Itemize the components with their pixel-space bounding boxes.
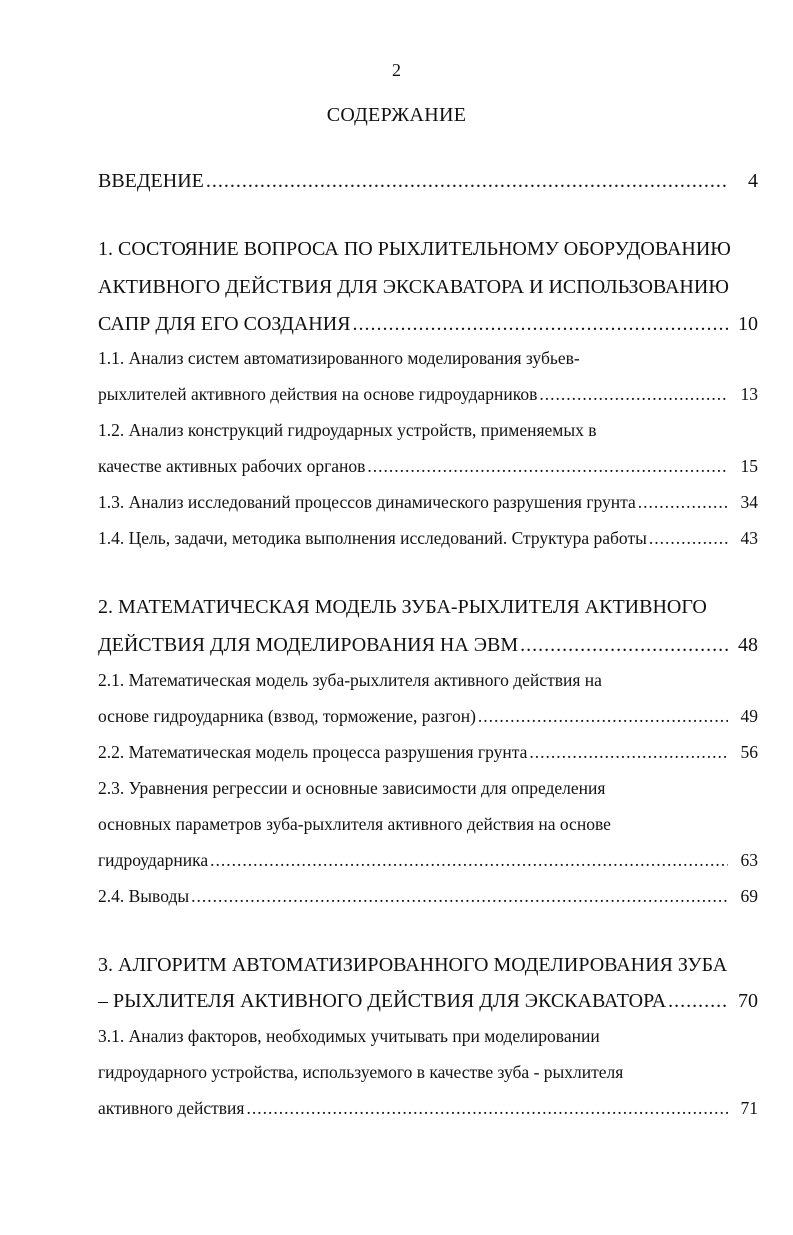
toc-section-2-3-line-2[interactable]	[98, 814, 758, 840]
toc-section-2-3-line-1[interactable]	[98, 778, 758, 804]
toc-page-number: 69	[740, 886, 758, 906]
toc-entry-text: 2.3. Уравнения регрессии и основные зависимости для определения	[98, 778, 606, 798]
toc-entry-text: ВВЕДЕНИЕ	[98, 170, 204, 192]
toc-entry-text: – РЫХЛИТЕЛЯ АКТИВНОГО ДЕЙСТВИЯ ДЛЯ ЭКСКАВАТОРА	[98, 990, 667, 1012]
toc-entry-text: рыхлителей активного действия на основе гидроударников	[98, 384, 538, 404]
toc-page-number: 71	[740, 1098, 758, 1118]
toc-section-1-2-line-1[interactable]	[98, 420, 758, 446]
dot-leader	[649, 528, 728, 549]
dot-leader	[206, 170, 728, 193]
toc-entry-text: 3. АЛГОРИТМ АВТОМАТИЗИРОВАННОГО МОДЕЛИРОВАНИЯ ЗУБА	[98, 954, 728, 976]
toc-chapter-1-line-1[interactable]	[98, 238, 758, 264]
toc-entry-text: 2.1. Математическая модель зуба-рыхлителя активного действия на	[98, 670, 602, 690]
toc-section-3-1-line-1[interactable]	[98, 1026, 758, 1052]
dot-leader	[539, 384, 728, 405]
dot-leader	[191, 886, 728, 907]
toc-section-2-1-line-2[interactable]	[98, 706, 758, 732]
toc-entry-text: 1.3. Анализ исследований процессов динамического разрушения грунта	[98, 492, 636, 512]
toc-page-number: 10	[738, 313, 758, 335]
toc-section-2-1-line-1[interactable]	[98, 670, 758, 696]
toc-chapter-1-line-3[interactable]	[98, 313, 758, 339]
toc-section-2-4[interactable]	[98, 886, 758, 912]
toc-section-3-1-line-2[interactable]	[98, 1062, 758, 1088]
toc-section-1-1-line-1[interactable]	[98, 348, 758, 374]
dot-leader	[638, 492, 728, 513]
toc-chapter-1-line-2[interactable]	[98, 276, 758, 302]
dot-leader	[478, 706, 728, 727]
toc-chapter-2-line-1[interactable]	[98, 596, 758, 622]
toc-entry-text: гидроударного устройства, используемого в качестве зуба - рыхлителя	[98, 1062, 624, 1082]
toc-page-number: 56	[740, 742, 758, 762]
toc-entry-text: АКТИВНОГО ДЕЙСТВИЯ ДЛЯ ЭКСКАВАТОРА И ИСПОЛЬЗОВАНИЮ	[98, 276, 729, 298]
toc-entry-text: активного действия	[98, 1098, 245, 1118]
toc-entry-text: 1. СОСТОЯНИЕ ВОПРОСА ПО РЫХЛИТЕЛЬНОМУ ОБОРУДОВАНИЮ	[98, 238, 731, 260]
toc-page-number: 70	[738, 990, 758, 1012]
toc-entry-text: 3.1. Анализ факторов, необходимых учитывать при моделировании	[98, 1026, 600, 1046]
dot-leader	[529, 742, 728, 763]
toc-section-1-4[interactable]	[98, 528, 758, 554]
dot-leader	[520, 634, 728, 657]
toc-section-1-2-line-2[interactable]	[98, 456, 758, 482]
toc-section-2-3-line-3[interactable]	[98, 850, 758, 876]
toc-page-number: 43	[740, 528, 758, 548]
dot-leader	[668, 990, 728, 1013]
toc-entry-text: основе гидроударника (взвод, торможение, разгон)	[98, 706, 476, 726]
dot-leader	[210, 850, 728, 871]
toc-section-1-3[interactable]	[98, 492, 758, 518]
toc-page-number: 13	[740, 384, 758, 404]
dot-leader	[367, 456, 728, 477]
toc-entry-text: 2.2. Математическая модель процесса разрушения грунта	[98, 742, 528, 762]
toc-chapter-3-line-1[interactable]	[98, 954, 758, 980]
toc-section-1-1-line-2[interactable]	[98, 384, 758, 410]
toc-page-number: 34	[740, 492, 758, 512]
toc-chapter-3-line-2[interactable]	[98, 990, 758, 1016]
toc-entry-text: 2. МАТЕМАТИЧЕСКАЯ МОДЕЛЬ ЗУБА-РЫХЛИТЕЛЯ АКТИВНОГО	[98, 596, 707, 618]
toc-chapter-2-line-2[interactable]	[98, 634, 758, 660]
toc-entry-text: основных параметров зуба-рыхлителя активного действия на основе	[98, 814, 611, 834]
toc-page-number: 49	[740, 706, 758, 726]
toc-section-2-2[interactable]	[98, 742, 758, 768]
toc-section-3-1-line-3[interactable]	[98, 1098, 758, 1124]
page-number: 2	[392, 60, 401, 80]
dot-leader	[246, 1098, 728, 1119]
toc-entry-text: гидроударника	[98, 850, 209, 870]
toc-page-number: 4	[748, 170, 758, 192]
toc-entry-text: 1.1. Анализ систем автоматизированного моделирования зубьев-	[98, 348, 580, 368]
toc-page-number: 63	[740, 850, 758, 870]
toc-page-number: 15	[740, 456, 758, 476]
toc-entry-text: 1.2. Анализ конструкций гидроударных устройств, применяемых в	[98, 420, 597, 440]
toc-title: СОДЕРЖАНИЕ	[326, 104, 467, 126]
toc-entry-text: 2.4. Выводы	[98, 886, 190, 906]
toc-entry-text: ДЕЙСТВИЯ ДЛЯ МОДЕЛИРОВАНИЯ НА ЭВМ	[98, 634, 519, 656]
toc-entry-text: САПР ДЛЯ ЕГО СОЗДАНИЯ	[98, 313, 351, 335]
toc-entry-text: 1.4. Цель, задачи, методика выполнения исследований. Структура работы	[98, 528, 647, 548]
toc-page-number: 48	[738, 634, 758, 656]
dot-leader	[353, 313, 728, 336]
toc-entry-introduction[interactable]	[98, 170, 758, 196]
toc-entry-text: качестве активных рабочих органов	[98, 456, 366, 476]
